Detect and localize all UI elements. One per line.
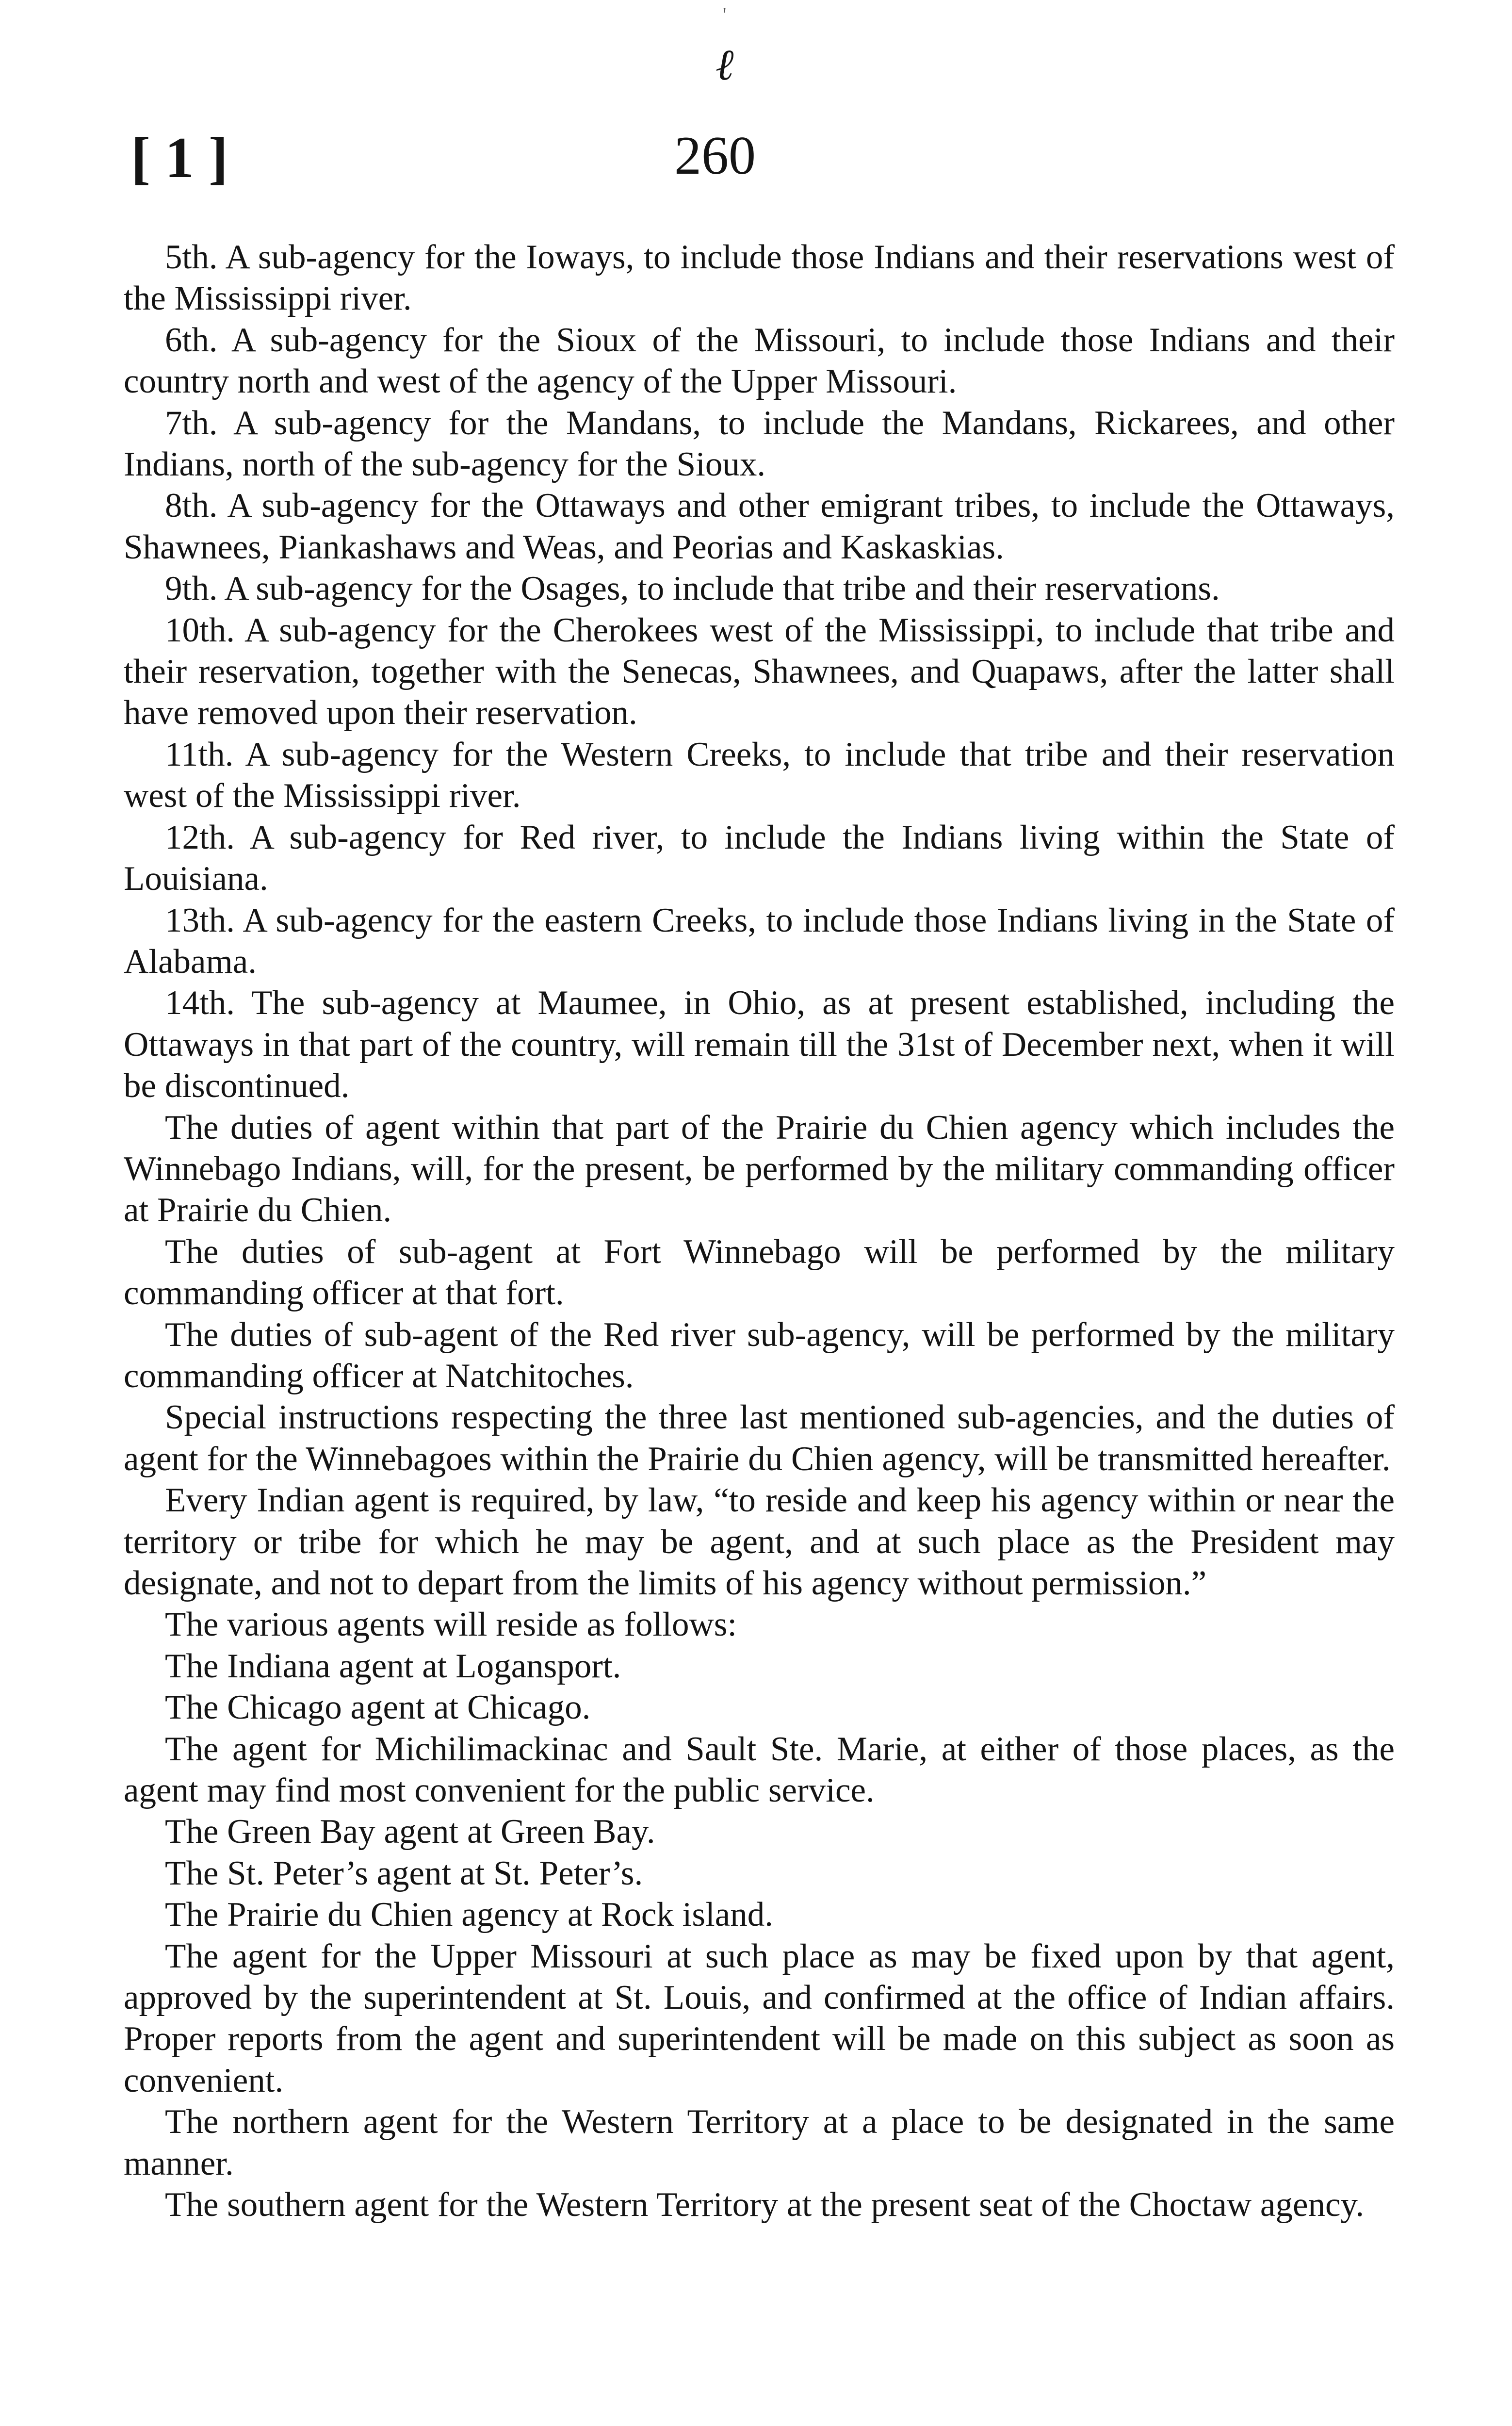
paragraph: Special instructions respecting the three last mentioned sub-agencies, and the duties of agent for the Winnebagoes within the Prairie du Chien agency, will be transmitted hereafter. [124,1398,1395,1478]
page-number: 260 [674,126,756,186]
top-tick-mark: ' [723,3,727,25]
paragraph: 9th. A sub-agency for the Osages, to include that tribe and their reservations. [165,570,1220,608]
paragraph: 13th. A sub-agency for the eastern Creeks, to include those Indians living in the State of Alabama. [124,901,1395,981]
paragraph: The northern agent for the Western Territory at a place to be designated in the same manner. [124,2103,1395,2182]
paragraph: The St. Peter’s agent at St. Peter’s. [165,1854,643,1892]
paragraph: Every Indian agent is required, by law, “to reside and keep his agency within or near the territory or tribe for which he may be agent, and at such place as the President may designate, and not to depart from the limits of his agency without permission.” [124,1481,1395,1602]
document-number: [ 1 ] [131,125,228,190]
paragraph: The duties of sub-agent of the Red river sub-agency, will be performed by the military commanding officer at Natchitoches. [124,1315,1395,1395]
paragraph: The Prairie du Chien agency at Rock island. [165,1896,773,1934]
paragraph: 8th. A sub-agency for the Ottaways and other emigrant tribes, to include the Ottaways, Shawnees, Piankashaws and Weas, and Peorias and Kaskaskias. [124,487,1395,566]
paragraph: The Green Bay agent at Green Bay. [165,1813,655,1851]
paragraph: 5th. A sub-agency for the Ioways, to include those Indians and their reservations west of the Mississippi river. [124,238,1395,318]
paragraph: The agent for Michilimackinac and Sault Ste. Marie, at either of those places, as the agent may find most convenient for the public service. [124,1730,1395,1810]
paragraph: The duties of sub-agent at Fort Winnebago will be performed by the military commanding officer at that fort. [124,1232,1395,1312]
paragraph: The Indiana agent at Logansport. [165,1647,621,1685]
paragraph: The duties of agent within that part of the Prairie du Chien agency which includes the Winnebago Indians, will, for the present, be performed by the military commanding officer at Prairie du Chien. [124,1108,1395,1229]
paragraph: 11th. A sub-agency for the Western Creeks, to include that tribe and their reservation west of the Mississippi river. [124,735,1395,815]
paragraph: 10th. A sub-agency for the Cherokees west of the Mississippi, to include that tribe and their reservation, together with the Senecas, Shawnees, and Quapaws, after the latter shall have removed upon their reservation. [124,611,1395,732]
page-header [131,125,1392,197]
paragraph: 14th. The sub-agency at Maumee, in Ohio, as at present established, including the Ottaways in that part of the country, will remain till the 31st of December next, when it will be discontinued. [124,984,1395,1105]
paragraph: The Chicago agent at Chicago. [165,1688,591,1727]
paragraph: The southern agent for the Western Territory at the present seat of the Choctaw agency. [165,2186,1365,2224]
paragraph: The agent for the Upper Missouri at such place as may be fixed upon by that agent, approved by the superintendent at St. Louis, and confirmed at the office of Indian affairs. Proper reports from the agent and superintendent will be made on this subject as soon as convenient. [124,1937,1395,2099]
paragraph: 12th. A sub-agency for Red river, to include the Indians living within the State of Louisiana. [124,818,1395,898]
body-text [124,237,1395,2226]
paragraph: 7th. A sub-agency for the Mandans, to include the Mandans, Rickarees, and other Indians, north of the sub-agency for the Sioux. [124,404,1395,484]
handwritten-mark: ℓ [715,41,734,89]
paragraph: The various agents will reside as follows: [165,1606,737,1644]
paragraph: 6th. A sub-agency for the Sioux of the Missouri, to include those Indians and their country north and west of the agency of the Upper Missouri. [124,321,1395,401]
